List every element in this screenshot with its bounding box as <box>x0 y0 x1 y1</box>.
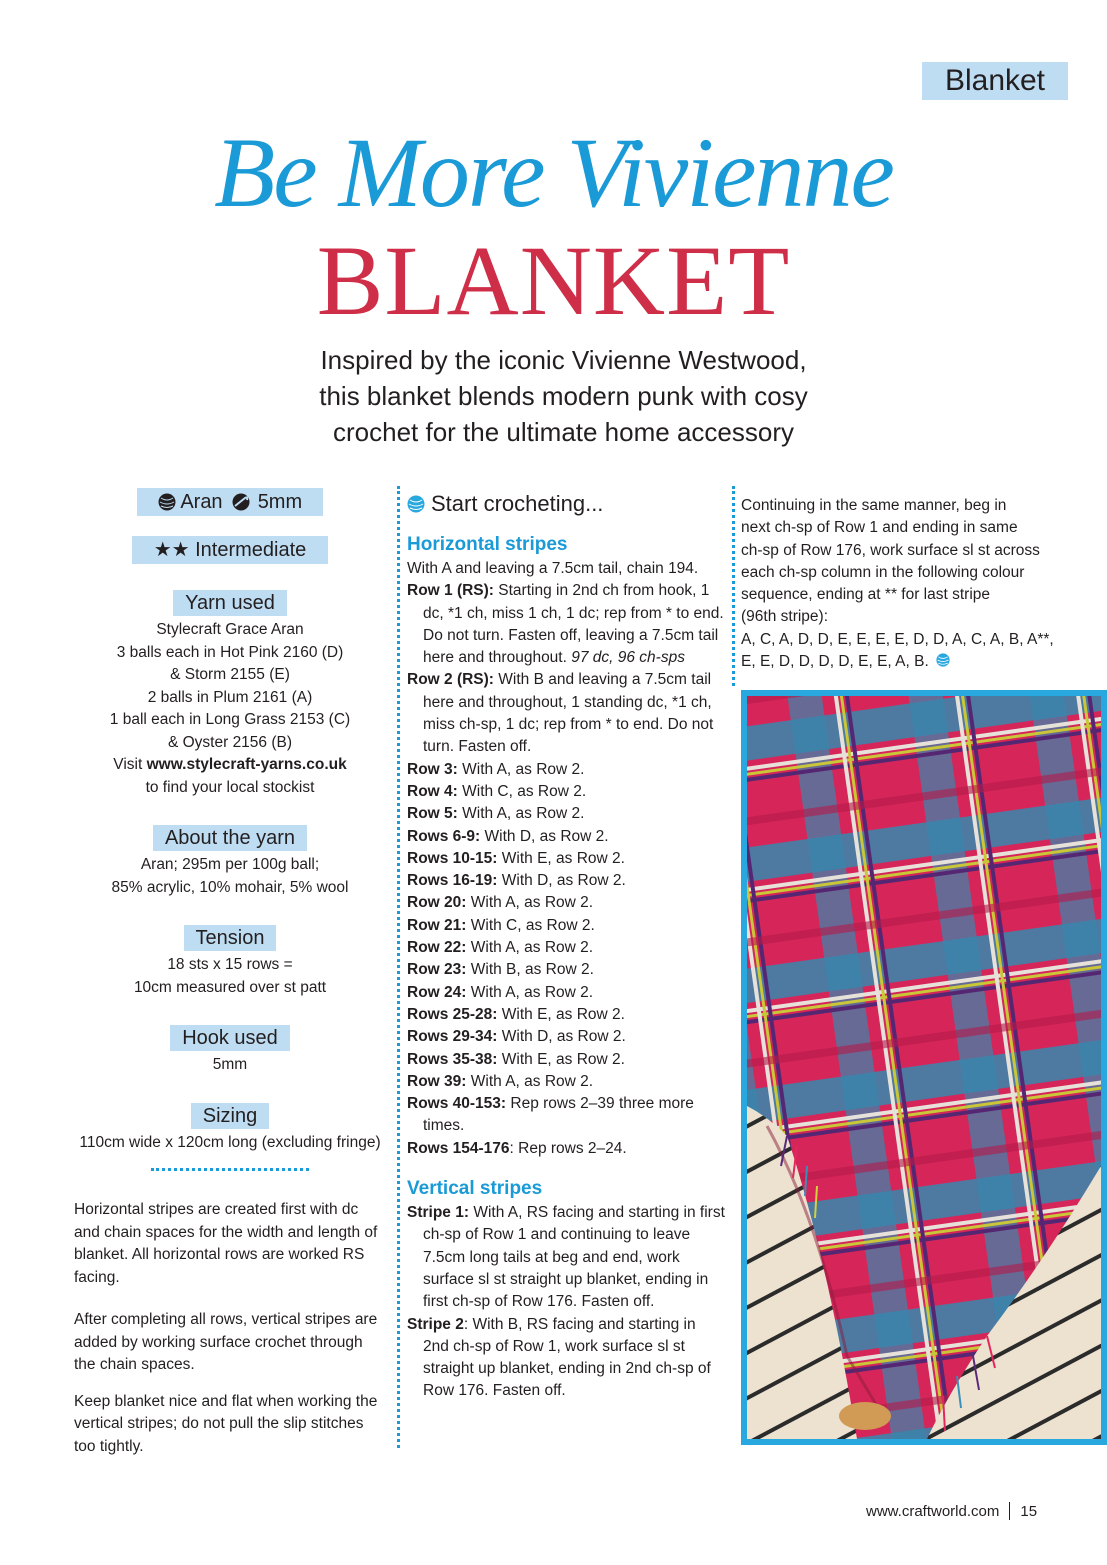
hook-icon <box>232 493 252 511</box>
about-yarn-section: About the yarn Aran; 295m per 100g ball; 85% acrylic, 10% mohair, 5% wool <box>111 827 349 896</box>
pattern-row: Rows 35-38: With E, as Row 2. <box>407 1050 625 1068</box>
pattern-row: Row 22: With A, as Row 2. <box>407 939 594 957</box>
pattern-row: Row 4: With C, as Row 2. <box>407 782 587 800</box>
pattern-row: Rows 25-28: With E, as Row 2. <box>407 1005 625 1023</box>
dotted-divider <box>151 1168 309 1171</box>
stripe-instruction: Stripe 2: With B, RS facing and starting in 2nd ch-sp of Row 1, work surface sl st straight up blanket, ending in 2nd ch-sp of Row 176. Fasten off. <box>407 1315 711 1400</box>
stripe-list <box>407 1202 725 1403</box>
pattern-row: Row 23: With B, as Row 2. <box>407 961 594 979</box>
pattern-row: Row 1 (RS): Starting in 2nd ch from hook, 1 dc, *1 ch, miss 1 ch, 1 dc; rep from * to end. Do not turn. Fasten off, leaving a 7.5cm tail here and throughout. 97 dc, 96 ch-sps <box>407 582 724 667</box>
column-divider <box>397 486 400 1448</box>
continuation-text: Continuing in the same manner, beg in next ch-sp of Row 1 and ending in same ch-sp of Row 176, work surface sl st across each ch-sp column in the following colour sequence, ending at ** for last stripe (96th stripe): A, C, A, D, D, E, E, E, E, D, D, A, C, A, B, A**, E, E, D, D, D, D, E, E, A, B. <box>741 497 1054 671</box>
pattern-row: Row 20: With A, as Row 2. <box>407 894 594 912</box>
info-column <box>74 488 386 1458</box>
note-paragraph: Keep blanket nice and flat when working the vertical stripes; do not pull the slip stitches too tightly. <box>74 1392 378 1455</box>
stripe-instruction: Stripe 1: With A, RS facing and starting in first ch-sp of Row 1 and continuing to leave 7.5cm long tails at beg and end, work surface sl st straight up blanket, ending in first ch-sp of Row 176. Fasten off. <box>407 1204 725 1311</box>
blanket-photo <box>741 690 1107 1445</box>
horizontal-intro: With A and leaving a 7.5cm tail, chain 194. <box>407 560 699 577</box>
pattern-heading: Start crocheting... <box>431 491 604 516</box>
pattern-row: Row 21: With C, as Row 2. <box>407 916 595 934</box>
note-paragraph: Horizontal stripes are created first with dc and chain spaces for the width and length of blanket. All horizontal rows are worked RS facing. <box>74 1201 378 1286</box>
intro-text: Inspired by the iconic Vivienne Westwood, this blanket blends modern punk with cosy crochet for the ultimate home accessory <box>319 345 808 447</box>
stars-rating: ★★ <box>153 539 190 561</box>
pattern-row: Row 3: With A, as Row 2. <box>407 760 585 778</box>
pattern-row: Rows 6-9: With D, as Row 2. <box>407 827 609 845</box>
pattern-row: Rows 29-34: With D, as Row 2. <box>407 1028 626 1046</box>
section-heading: Tension <box>184 925 277 951</box>
pattern-column <box>407 488 725 1403</box>
section-heading: Sizing <box>191 1103 269 1129</box>
yarn-ball-icon <box>407 495 425 513</box>
row-list <box>407 580 725 1160</box>
footer-website[interactable]: www.craftworld.com <box>866 1502 1000 1520</box>
section-heading: Yarn used <box>173 590 287 616</box>
yarn-weight-badge: Aran 5mm <box>137 488 323 516</box>
skill-level-badge: ★★ Intermediate <box>132 536 328 564</box>
note-paragraph: After completing all rows, vertical stripes are added by working surface crochet through the chain spaces. <box>74 1311 378 1373</box>
yarn-ball-icon <box>158 493 176 511</box>
pattern-row: Row 2 (RS): With B and leaving a 7.5cm tail here and throughout, 1 standing dc, *1 ch, miss ch-sp, 1 dc; rep from * to end. Do not turn. Fasten off. <box>407 671 714 756</box>
column-divider <box>732 486 735 686</box>
section-tag: Blanket <box>922 62 1068 100</box>
hook-used-section: Hook used 5mm <box>74 1025 386 1077</box>
tartan-blanket-illustration <box>747 696 1101 1439</box>
tension-section: Tension 18 sts x 15 rows = 10cm measured over st patt <box>133 927 327 996</box>
section-heading: Hook used <box>170 1025 290 1051</box>
pattern-row: Rows 154-176: Rep rows 2–24. <box>407 1139 627 1157</box>
title-line-2: BLANKET <box>316 225 791 336</box>
page-number: 15 <box>1020 1502 1038 1520</box>
sizing-section: Sizing 110cm wide x 120cm long (excluding fringe) <box>79 1104 381 1151</box>
pattern-row: Row 5: With A, as Row 2. <box>407 805 585 823</box>
pattern-row: Rows 10-15: With E, as Row 2. <box>407 849 625 867</box>
pattern-row: Row 39: With A, as Row 2. <box>407 1072 594 1090</box>
yarn-used-section: Yarn used Stylecraft Grace Aran 3 balls each in Hot Pink 2160 (D) & Storm 2155 (E) 2 balls in Plum 2161 (A) 1 ball each in Long Grass 2153 (C) & Oyster 2156 (B) Visit www.stylecraft-yarns.co.uk to find your local stockist <box>109 592 351 796</box>
pattern-row: Rows 16-19: With D, as Row 2. <box>407 872 626 890</box>
page-footer <box>866 1502 1037 1520</box>
pattern-row: Rows 40-153: Rep rows 2–39 three more times. <box>407 1095 694 1135</box>
yarn-ball-icon <box>936 653 950 667</box>
title-line-1: Be More Vivienne <box>214 117 893 228</box>
horizontal-stripes-heading: Horizontal stripes <box>407 534 568 555</box>
section-heading: About the yarn <box>153 825 307 851</box>
pattern-row: Row 24: With A, as Row 2. <box>407 983 594 1001</box>
footer-divider <box>1009 1502 1010 1520</box>
vertical-stripes-heading: Vertical stripes <box>407 1178 543 1200</box>
stylecraft-link[interactable]: www.stylecraft-yarns.co.uk <box>146 756 347 773</box>
